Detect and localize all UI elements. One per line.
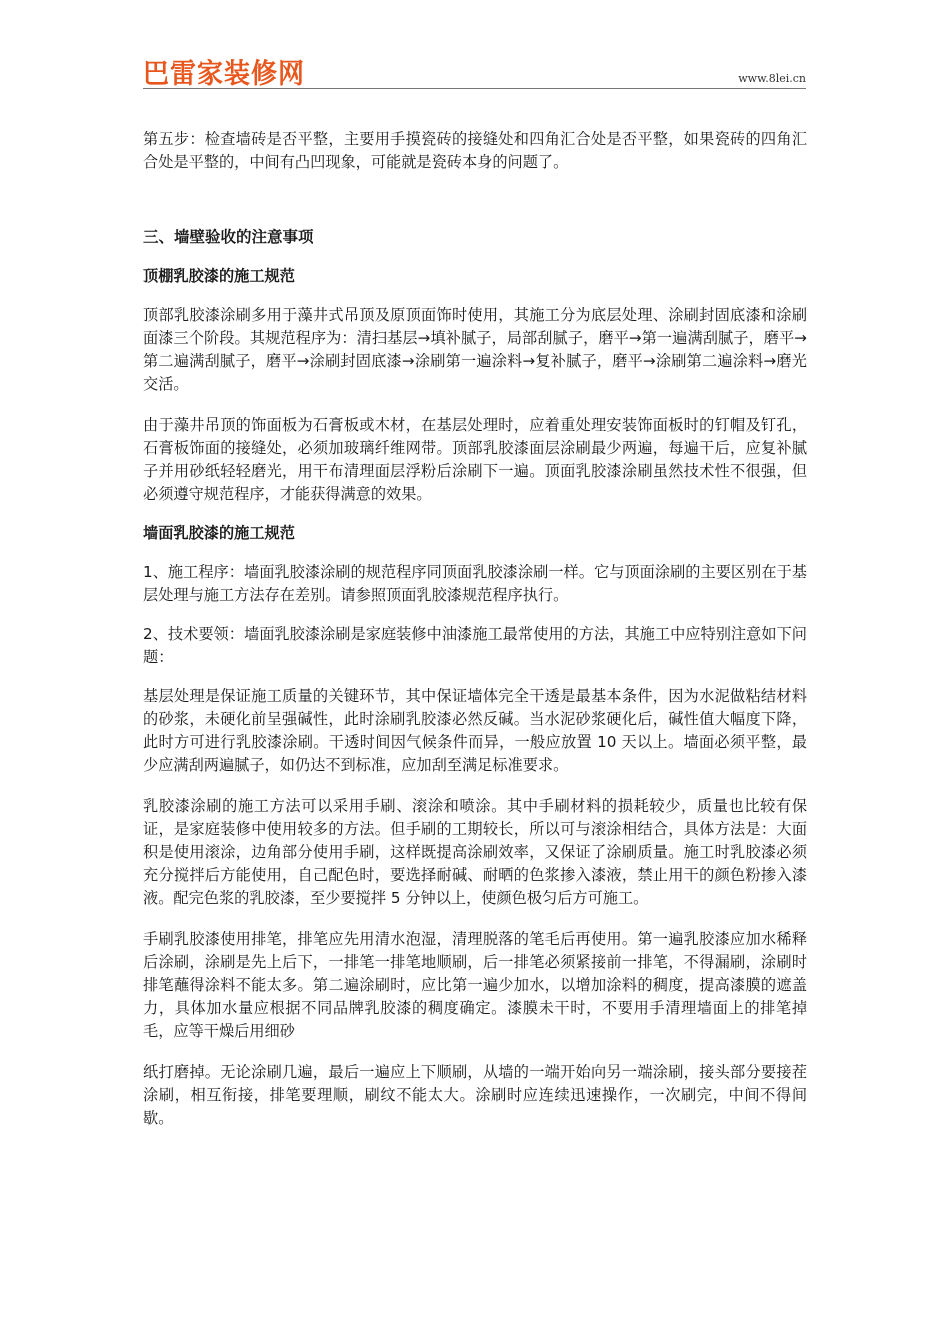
document-body: [143, 128, 807, 1130]
wall-heading: 墙面乳胶漆的施工规范: [143, 524, 295, 542]
wall-paragraph-4: 乳胶漆涂刷的施工方法可以采用手刷、滚涂和喷涂。其中手刷材料的损耗较少，质量也比较有保证，是家庭装修中使用较多的方法。但手刷的工期较长，所以可与滚涂相结合，具体方法是：大面积是使用滚涂，边角部分使用手刷，这样既提高涂刷效率，又保证了涂刷质量。施工时乳胶漆必须充分搅拌后方能使用，自己配色时，要选择耐碱、耐晒的色浆掺入漆液，禁止用干的颜色粉掺入漆液。配完色浆的乳胶漆，至少要搅拌 5 分钟以上，使颜色极匀后方可施工。: [143, 797, 807, 907]
section3-heading: 三、墙壁验收的注意事项: [143, 228, 314, 246]
wall-paragraph-2: 2、技术要领：墙面乳胶漆涂刷是家庭装修中油漆施工最常使用的方法，其施工中应特别注意如下问题：: [143, 625, 807, 666]
header-divider: [143, 88, 806, 89]
wall-paragraph-6: 纸打磨掉。无论涂刷几遍，最后一遍应上下顺刷，从墙的一端开始向另一端涂刷，接头部分要接茬涂刷，相互衔接，排笔要理顺，刷纹不能太大。涂刷时应连续迅速操作，一次刷完，中间不得间歇。: [143, 1063, 807, 1127]
site-url[interactable]: www.8lei.cn: [738, 72, 806, 85]
step5-paragraph: 第五步：检查墙砖是否平整，主要用手摸瓷砖的接缝处和四角汇合处是否平整，如果瓷砖的四角汇合处是平整的，中间有凸凹现象，可能就是瓷砖本身的问题了。: [143, 130, 807, 171]
ceiling-paragraph-1: 顶部乳胶漆涂刷多用于藻井式吊顶及原顶面饰时使用，其施工分为底层处理、涂刷封固底漆和涂刷面漆三个阶段。其规范程序为：清扫基层→填补腻子，局部刮腻子，磨平→第一遍满刮腻子，磨平→第二遍满刮腻子，磨平→涂刷封固底漆→涂刷第一遍涂料→复补腻子，磨平→涂刷第二遍涂料→磨光交活。: [143, 306, 807, 393]
ceiling-heading: 顶棚乳胶漆的施工规范: [143, 267, 295, 285]
page-header: [143, 52, 806, 92]
wall-paragraph-5: 手刷乳胶漆使用排笔，排笔应先用清水泡湿，清理脱落的笔毛后再使用。第一遍乳胶漆应加水稀释后涂刷，涂刷是先上后下，一排笔一排笔地顺刷，后一排笔必须紧接前一排笔，不得漏刷，涂刷时排笔蘸得涂料不能太多。第二遍涂刷时，应比第一遍少加水，以增加涂料的稠度，提高漆膜的遮盖力，具体加水量应根据不同品牌乳胶漆的稠度确定。漆膜未干时，不要用手清理墙面上的排笔掉毛，应等干燥后用细砂: [143, 930, 807, 1040]
wall-paragraph-1: 1、施工程序：墙面乳胶漆涂刷的规范程序同顶面乳胶漆涂刷一样。它与顶面涂刷的主要区别在于基层处理与施工方法存在差别。请参照顶面乳胶漆规范程序执行。: [143, 563, 807, 604]
site-logo[interactable]: 巴雷家装修网: [143, 58, 306, 90]
ceiling-paragraph-2: 由于藻井吊顶的饰面板为石膏板或木材，在基层处理时，应着重处理安装饰面板时的钉帽及钉孔，石膏板饰面的接缝处，必须加玻璃纤维网带。顶部乳胶漆面层涂刷最少两遍，每遍干后，应复补腻子并用砂纸轻轻磨光，用干布清理面层浮粉后涂刷下一遍。顶面乳胶漆涂刷虽然技术性不很强，但必须遵守规范程序，才能获得满意的效果。: [143, 416, 807, 503]
wall-paragraph-3: 基层处理是保证施工质量的关键环节，其中保证墙体完全干透是最基本条件，因为水泥做粘结材料的砂浆，未硬化前呈强碱性，此时涂刷乳胶漆必然反碱。当水泥砂浆硬化后，碱性值大幅度下降，此时方可进行乳胶漆涂刷。干透时间因气候条件而异，一般应放置 10 天以上。墙面必须平整，最少应满刮两遍腻子，如仍达不到标准，应加刮至满足标准要求。: [143, 687, 807, 774]
